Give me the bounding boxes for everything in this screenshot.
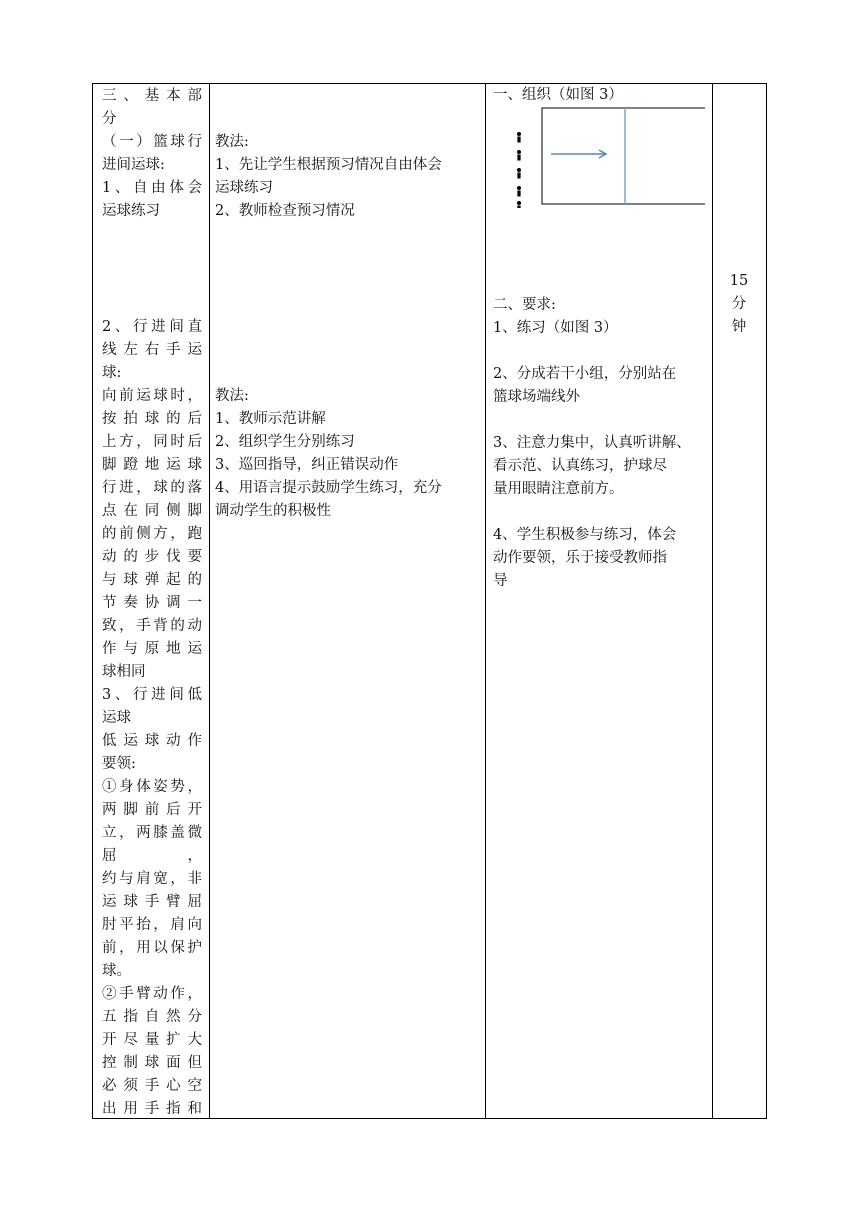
content-line: 球:	[102, 365, 122, 381]
content-line: 1、自由体会	[102, 180, 202, 196]
content-line: 三、基本部	[102, 88, 202, 104]
content-line: 约与肩宽，非	[102, 871, 202, 887]
student-icon	[517, 132, 521, 143]
requirement-line: 3、注意力集中，认真听讲解、	[493, 435, 691, 451]
content-line: 低运球动作	[102, 733, 202, 749]
requirement-line: 动作要领，乐于接受教师指	[493, 550, 667, 566]
method-line: 1、教师示范讲解	[215, 411, 326, 427]
student-icon	[517, 201, 521, 208]
method-line: 2、教师检查预习情况	[215, 203, 355, 219]
content-line: 屈 ，	[102, 848, 202, 864]
content-line: 向前运球时，	[102, 388, 202, 404]
content-line: 动的步伐要	[102, 549, 202, 565]
method-heading: 教法:	[215, 134, 249, 150]
content-line: 球。	[102, 963, 131, 979]
student-icons	[517, 132, 521, 208]
content-line: 运球练习	[102, 203, 160, 219]
content-line: 的前侧方，跑	[102, 526, 202, 542]
content-line: 上方，同时后	[102, 434, 202, 450]
content-line: ②手臂动作，	[102, 986, 202, 1002]
content-line: 作与原地运	[102, 641, 202, 657]
content-line: 前，用以保护	[102, 940, 202, 956]
content-line: 进间运球:	[102, 157, 165, 173]
content-line: 控制球面但	[102, 1055, 202, 1071]
requirement-line: 量用眼睛注意前方。	[493, 481, 624, 497]
column-divider	[485, 84, 486, 1118]
content-line: 要领:	[102, 756, 136, 772]
content-line: 两脚前后开	[102, 802, 202, 818]
court-outline	[542, 108, 705, 204]
time-value: 15	[729, 273, 749, 289]
requirements-title: 二、要求:	[493, 297, 556, 313]
requirement-line: 导	[493, 573, 508, 589]
content-line: 分	[102, 111, 117, 127]
method-line: 调动学生的积极性	[215, 503, 331, 519]
column-divider	[209, 84, 210, 1118]
requirement-line: 看示范、认真练习，护球尽	[493, 458, 667, 474]
content-line: 五指自然分	[102, 1009, 202, 1025]
method-heading: 教法:	[215, 388, 249, 404]
content-line: 开尽量扩大	[102, 1032, 202, 1048]
content-line: ①身体姿势，	[102, 779, 202, 795]
content-line: 运球手臂屈	[102, 894, 202, 910]
content-line: 2、行进间直	[102, 319, 202, 335]
requirement-line: 4、学生积极参与练习，体会	[493, 527, 677, 543]
content-line: 立，两膝盖微	[102, 825, 202, 841]
organization-title: 一、组织（如图 3）	[493, 87, 623, 103]
content-line: 球相同	[102, 664, 146, 680]
time-unit: 钟	[731, 319, 747, 335]
arrow-icon	[551, 150, 606, 158]
time-unit: 分	[731, 296, 747, 312]
student-icon	[517, 150, 521, 161]
content-line: 点在同侧脚	[102, 503, 202, 519]
content-line: 与球弹起的	[102, 572, 202, 588]
practice-diagram	[495, 104, 705, 208]
column-divider	[712, 84, 713, 1118]
method-line: 运球练习	[215, 180, 273, 196]
student-icon	[517, 168, 521, 179]
lesson-plan-table	[92, 83, 767, 1119]
content-line: 运球	[102, 710, 131, 726]
content-line: 行进，球的落	[102, 480, 202, 496]
content-line: 致，手背的动	[102, 618, 202, 634]
method-line: 4、用语言提示鼓励学生练习，充分	[215, 480, 442, 496]
content-line: 脚蹬地运球	[102, 457, 202, 473]
method-line: 2、组织学生分别练习	[215, 434, 355, 450]
method-line: 3、巡回指导，纠正错误动作	[215, 457, 399, 473]
student-icon	[517, 186, 521, 197]
content-line: （一）篮球行	[102, 134, 202, 150]
content-line: 线左右手运	[102, 342, 202, 358]
requirement-line: 2、分成若干小组，分别站在	[493, 366, 677, 382]
content-line: 肘平抬，肩向	[102, 917, 202, 933]
method-line: 1、先让学生根据预习情况自由体会	[215, 157, 442, 173]
content-line: 节奏协调一	[102, 595, 202, 611]
content-line: 按拍球的后	[102, 411, 202, 427]
content-line: 出用手指和	[102, 1101, 202, 1117]
requirement-line: 篮球场端线外	[493, 389, 580, 405]
requirement-line: 1、练习（如图 3）	[493, 320, 618, 336]
content-line: 必须手心空	[102, 1078, 202, 1094]
content-line: 3、行进间低	[102, 687, 202, 703]
